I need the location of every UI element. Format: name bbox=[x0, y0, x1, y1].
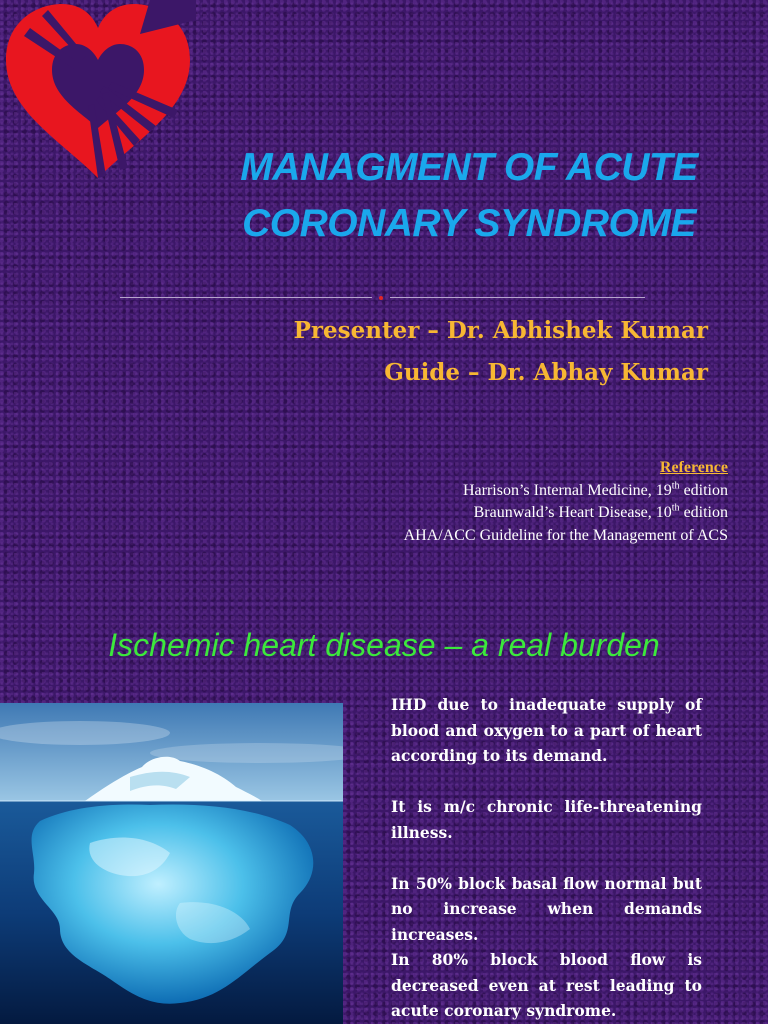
title-divider bbox=[120, 296, 645, 300]
guide-credit: Guide – Dr. Abhay Kumar bbox=[384, 359, 708, 386]
section-body bbox=[391, 692, 702, 1024]
references-heading: Reference bbox=[659, 459, 728, 476]
slide-title bbox=[170, 140, 768, 252]
section-heading: Ischemic heart disease – a real burden bbox=[108, 627, 660, 663]
title-line-1: MANAGMENT OF ACUTE bbox=[240, 146, 698, 189]
presenter-credit: Presenter – Dr. Abhishek Kumar bbox=[293, 317, 708, 344]
body-paragraph: IHD due to inadequate supply of blood and oxygen to a part of heart according to its demand. bbox=[391, 695, 702, 765]
reference-item: Braunwald’s Heart Disease, 10th edition bbox=[473, 502, 728, 521]
reference-item: AHA/ACC Guideline for the Management of ACS bbox=[403, 526, 728, 544]
references-block bbox=[404, 457, 728, 547]
broken-heart-logo-icon bbox=[0, 0, 196, 190]
iceberg-image-icon bbox=[0, 703, 343, 1024]
body-paragraph: In 50% block basal flow normal but no increase when demands increases. bbox=[391, 873, 702, 944]
body-paragraph: In 80% block blood flow is decreased even at rest leading to acute coronary syndrome. bbox=[391, 950, 702, 1020]
body-paragraph: It is m/c chronic life-threatening illness. bbox=[391, 797, 702, 842]
reference-item: Harrison’s Internal Medicine, 19th edition bbox=[462, 480, 728, 499]
title-line-2: CORONARY SYNDROME bbox=[242, 202, 696, 245]
divider-dot bbox=[379, 296, 383, 300]
